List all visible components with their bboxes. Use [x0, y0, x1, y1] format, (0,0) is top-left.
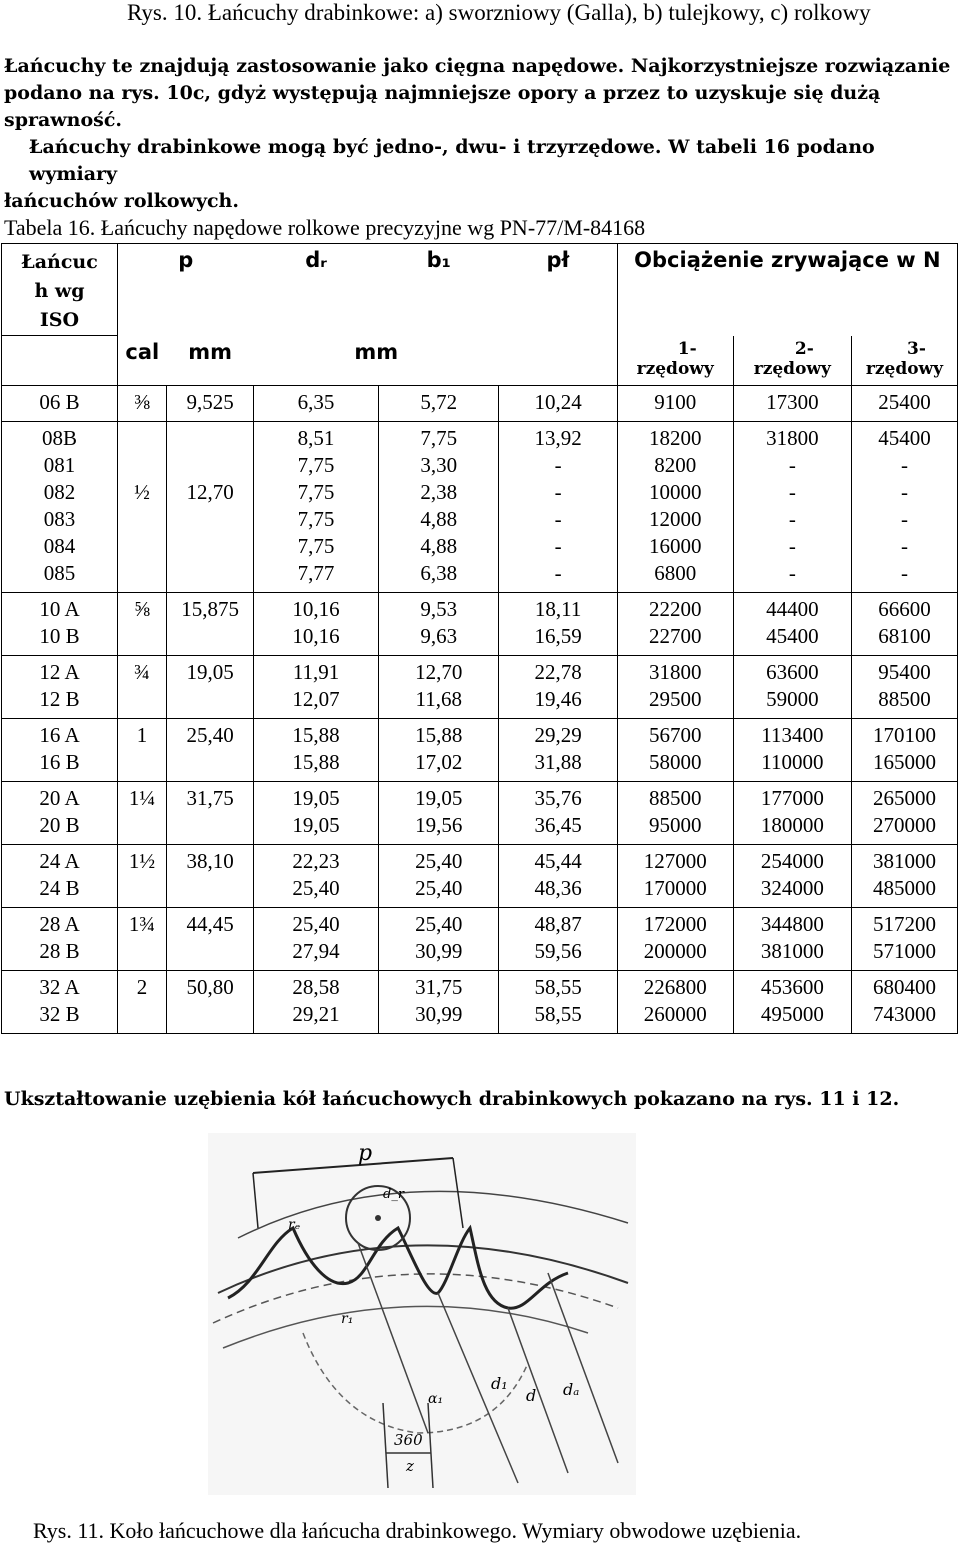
cell-line: 35,76 [534, 786, 582, 810]
label-d: d [526, 1386, 537, 1405]
cell-iso [2, 719, 118, 782]
cell-line: 9,525 [186, 390, 234, 414]
cell-line: 59,56 [534, 939, 582, 963]
cell-line: 381000 [760, 939, 824, 963]
cell-line: 165000 [872, 750, 936, 774]
cell-iso [2, 593, 118, 656]
cell-line: 8,51 [297, 426, 335, 450]
cell-iso [2, 845, 118, 908]
cell-line: 2 [136, 975, 148, 999]
cell-line: 58,55 [534, 975, 582, 999]
cell-line: 15,88 [415, 723, 463, 747]
cell-line: ⅝ [134, 597, 150, 621]
paragraph-line: łańcuchów rolkowych. [4, 190, 239, 212]
cell-line: 63600 [766, 660, 819, 684]
cell-line: 44400 [766, 597, 819, 621]
cell-line: 18200 [648, 426, 702, 450]
cell-line: 7,75 [297, 453, 335, 477]
cell-line: 7,77 [297, 561, 335, 585]
cell-line: 25,40 [186, 723, 234, 747]
cell-line: 12,70 [415, 660, 463, 684]
cell-line: 31,75 [186, 786, 234, 810]
header-breaking-load: Obciążenie zrywające w N [617, 244, 957, 336]
cell-line: 66600 [878, 597, 931, 621]
cell-line: 06 B [39, 390, 80, 414]
cell-line: 10,16 [292, 624, 340, 648]
label-d1: d₁ [491, 1374, 508, 1393]
cell-cal [118, 845, 167, 908]
cell-line: 28 B [39, 939, 80, 963]
cell-load-3 [851, 386, 957, 422]
cell-line: 16,59 [534, 624, 582, 648]
table-row [2, 971, 958, 1034]
cell-line: 081 [43, 453, 76, 477]
cell-line: 260000 [643, 1002, 707, 1026]
cell-line: 56700 [648, 723, 702, 747]
cell-line: 453600 [760, 975, 824, 999]
cell-line: 17,02 [415, 750, 463, 774]
cell-mm [167, 386, 254, 422]
cell-iso [2, 908, 118, 971]
cell-line: 15,875 [181, 597, 239, 621]
cell-line: 265000 [872, 786, 936, 810]
cell-dr [254, 422, 379, 593]
cell-line: 19,56 [415, 813, 463, 837]
header-1-row: 1- rzędowy [617, 336, 733, 386]
cell-pt [499, 845, 617, 908]
cell-line: - [554, 453, 562, 477]
cell-load-1 [617, 593, 733, 656]
cell-b1 [379, 386, 499, 422]
cell-line: 12 A [39, 660, 80, 684]
cell-load-1 [617, 971, 733, 1034]
table-row [2, 593, 958, 656]
cell-line: 29,21 [292, 1002, 340, 1026]
cell-line: 1¼ [128, 786, 156, 810]
paragraph-line: Łańcuchy drabinkowe mogą być jedno-, dwu- i trzyrzędowe. W tabeli 16 podano wymiary [29, 136, 875, 185]
cell-line: 30,99 [415, 939, 463, 963]
cell-line: 12000 [648, 507, 702, 531]
paragraph-line: sprawność. [4, 109, 123, 131]
cell-line: 180000 [760, 813, 824, 837]
cell-load-3 [851, 845, 957, 908]
cell-load-1 [617, 656, 733, 719]
cell-line: 08B [41, 426, 77, 450]
cell-line: 9,63 [420, 624, 458, 648]
cell-line: 32 B [39, 1002, 80, 1026]
cell-line: 344800 [760, 912, 824, 936]
cell-line: 10000 [648, 480, 702, 504]
cell-load-1 [617, 782, 733, 845]
cell-line: 31,75 [415, 975, 463, 999]
cell-line: - [554, 534, 562, 558]
cell-iso [2, 782, 118, 845]
label-da: dₐ [563, 1380, 580, 1399]
cell-line: 15,88 [292, 723, 340, 747]
cell-cal [118, 656, 167, 719]
cell-line: 13,92 [534, 426, 582, 450]
cell-line: 4,88 [420, 507, 458, 531]
cell-line: 12,70 [186, 480, 234, 504]
cell-line: 680400 [872, 975, 936, 999]
chain-dimensions-table [1, 243, 958, 1034]
cell-line: - [788, 480, 796, 504]
cell-pt [499, 386, 617, 422]
cell-load-3 [851, 782, 957, 845]
cell-line: ⅜ [134, 390, 150, 414]
cell-line: 88500 [878, 687, 931, 711]
cell-line: 27,94 [292, 939, 340, 963]
cell-line: 45400 [878, 426, 931, 450]
cell-line: 25,40 [415, 912, 463, 936]
cell-line: 95400 [878, 660, 931, 684]
cell-load-2 [733, 971, 851, 1034]
cell-line: 17300 [766, 390, 819, 414]
cell-line: 25,40 [292, 912, 340, 936]
cell-line: 29500 [648, 687, 702, 711]
header-pt: pł [499, 244, 617, 336]
cell-load-1 [617, 422, 733, 593]
cell-mm [167, 782, 254, 845]
cell-line: - [788, 561, 796, 585]
cell-mm [167, 719, 254, 782]
cell-line: 495000 [760, 1002, 824, 1026]
cell-load-3 [851, 908, 957, 971]
cell-line: - [900, 453, 908, 477]
cell-line: 36,45 [534, 813, 582, 837]
header-iso-blank [2, 336, 118, 386]
cell-line: 30,99 [415, 1002, 463, 1026]
cell-line: 324000 [760, 876, 824, 900]
cell-line: 9,53 [420, 597, 458, 621]
header-p: p [118, 244, 254, 336]
cell-line: 25,40 [415, 849, 463, 873]
cell-b1 [379, 782, 499, 845]
cell-cal [118, 719, 167, 782]
cell-line: 127000 [643, 849, 707, 873]
cell-line: 10,24 [534, 390, 582, 414]
figure-caption-top: Rys. 10. Łańcuchy drabinkowe: a) sworzniowy (Galla), b) tulejkowy, c) rolkowy [127, 0, 871, 25]
cell-line: 7,75 [297, 534, 335, 558]
cell-b1 [379, 719, 499, 782]
cell-b1 [379, 593, 499, 656]
cell-b1 [379, 845, 499, 908]
table-row [2, 719, 958, 782]
cell-line: 11,68 [415, 687, 462, 711]
cell-line: 1¾ [128, 912, 156, 936]
cell-mm [167, 845, 254, 908]
header-3-row: 3- rzędowy [851, 336, 957, 386]
cell-line: 12,07 [292, 687, 340, 711]
cell-cal [118, 782, 167, 845]
cell-line: 170100 [872, 723, 936, 747]
cell-line: 22,78 [534, 660, 582, 684]
cell-line: 082 [43, 480, 76, 504]
cell-dr [254, 386, 379, 422]
cell-line: 10 A [39, 597, 80, 621]
cell-line: 8200 [654, 453, 697, 477]
cell-pt [499, 719, 617, 782]
unit-mm: mm [167, 336, 254, 386]
cell-line: 45,44 [534, 849, 582, 873]
unit-mm: mm [254, 336, 499, 386]
cell-line: 084 [43, 534, 76, 558]
cell-line: 45400 [766, 624, 819, 648]
cell-line: 95000 [648, 813, 702, 837]
cell-line: 172000 [643, 912, 707, 936]
cell-dr [254, 908, 379, 971]
label-dr: d_r [383, 1187, 405, 1202]
table-row [2, 845, 958, 908]
table-body [2, 386, 958, 1034]
cell-b1 [379, 908, 499, 971]
table-row [2, 656, 958, 719]
cell-line: 6,38 [420, 561, 458, 585]
cell-line: ¾ [134, 660, 150, 684]
header-2-row: 2- rzędowy [733, 336, 851, 386]
cell-line: 113400 [761, 723, 824, 747]
cell-cal [118, 908, 167, 971]
cell-line: 18,11 [534, 597, 582, 621]
cell-load-1 [617, 386, 733, 422]
cell-line: 4,88 [420, 534, 458, 558]
paragraph-line: Łańcuchy te znajdują zastosowanie jako cięgna napędowe. Najkorzystniejsze rozwiązanie [4, 55, 951, 77]
cell-line: 7,75 [297, 507, 335, 531]
cell-line: 25,40 [292, 876, 340, 900]
label-p: p [358, 1141, 373, 1166]
cell-line: 3,30 [420, 453, 458, 477]
label-angle: 360 [394, 1431, 423, 1449]
cell-line: 6800 [654, 561, 697, 585]
cell-line: 1½ [128, 849, 156, 873]
cell-line: 2,38 [420, 480, 458, 504]
cell-dr [254, 656, 379, 719]
cell-line: 19,46 [534, 687, 582, 711]
cell-line: 59000 [766, 687, 819, 711]
table-caption: Tabela 16. Łańcuchy napędowe rolkowe precyzyjne wg PN-77/M-84168 [4, 215, 646, 240]
cell-pt [499, 971, 617, 1034]
table-row [2, 422, 958, 593]
cell-line: 085 [43, 561, 76, 585]
cell-pt [499, 656, 617, 719]
unit-blank [499, 336, 617, 386]
header-dr: dᵣ [254, 244, 379, 336]
paragraph-rows [4, 134, 954, 215]
cell-line: - [788, 534, 796, 558]
section-heading: Ukształtowanie uzębienia kół łańcuchowych drabinkowych pokazano na rys. 11 i 12. [4, 1088, 900, 1110]
cell-pt [499, 593, 617, 656]
cell-line: 16 B [39, 750, 80, 774]
cell-line: 22200 [648, 597, 702, 621]
cell-mm [167, 971, 254, 1034]
cell-line: 7,75 [420, 426, 458, 450]
paragraph-usage [4, 53, 954, 134]
cell-line: 485000 [872, 876, 936, 900]
cell-load-2 [733, 386, 851, 422]
cell-line: 31800 [648, 660, 702, 684]
cell-line: 16 A [39, 723, 80, 747]
cell-line: 10,16 [292, 597, 340, 621]
cell-line: 48,36 [534, 876, 582, 900]
table-row [2, 908, 958, 971]
cell-line: - [554, 561, 562, 585]
label-r1: r₁ [341, 1311, 354, 1327]
cell-load-3 [851, 593, 957, 656]
cell-line: 44,45 [186, 912, 234, 936]
cell-line: 48,87 [534, 912, 582, 936]
cell-line: 20 A [39, 786, 80, 810]
cell-line: 12 B [39, 687, 80, 711]
cell-b1 [379, 971, 499, 1034]
cell-line: ½ [134, 480, 150, 504]
cell-line: 19,05 [292, 813, 340, 837]
cell-pt [499, 782, 617, 845]
cell-line: 177000 [760, 786, 824, 810]
cell-line: 31800 [766, 426, 819, 450]
cell-load-3 [851, 719, 957, 782]
cell-line: 88500 [648, 786, 702, 810]
cell-line: - [900, 561, 908, 585]
cell-iso [2, 386, 118, 422]
cell-cal [118, 422, 167, 593]
figure-caption-bottom: Rys. 11. Koło łańcuchowe dla łańcucha drabinkowego. Wymiary obwodowe uzębienia. [33, 1518, 802, 1543]
sprocket-tooth-drawing [208, 1133, 636, 1495]
cell-load-3 [851, 656, 957, 719]
cell-dr [254, 845, 379, 908]
cell-dr [254, 719, 379, 782]
cell-line: 58,55 [534, 1002, 582, 1026]
cell-line: 11,91 [292, 660, 340, 684]
cell-line: 170000 [643, 876, 707, 900]
cell-dr [254, 971, 379, 1034]
cell-mm [167, 422, 254, 593]
cell-load-2 [733, 656, 851, 719]
cell-line: 743000 [872, 1002, 936, 1026]
label-z: z [406, 1457, 414, 1475]
cell-line: 10 B [39, 624, 80, 648]
cell-line: 19,05 [186, 660, 234, 684]
label-alpha1: α₁ [428, 1391, 444, 1407]
cell-line: 31,88 [534, 750, 582, 774]
cell-b1 [379, 422, 499, 593]
cell-load-3 [851, 971, 957, 1034]
cell-load-2 [733, 593, 851, 656]
cell-line: 58000 [648, 750, 702, 774]
cell-line: 110000 [761, 750, 824, 774]
cell-line: 29,29 [534, 723, 582, 747]
cell-b1 [379, 656, 499, 719]
cell-line: 254000 [760, 849, 824, 873]
cell-load-3 [851, 422, 957, 593]
cell-load-2 [733, 719, 851, 782]
cell-line: 22700 [648, 624, 702, 648]
cell-mm [167, 656, 254, 719]
cell-line: 16000 [648, 534, 702, 558]
cell-iso [2, 422, 118, 593]
cell-line: 32 A [39, 975, 80, 999]
header-b1: b₁ [379, 244, 499, 336]
cell-line: - [554, 480, 562, 504]
cell-mm [167, 593, 254, 656]
cell-dr [254, 593, 379, 656]
cell-line: 19,05 [292, 786, 340, 810]
cell-line: 9100 [654, 390, 697, 414]
cell-load-2 [733, 845, 851, 908]
cell-load-1 [617, 908, 733, 971]
cell-load-1 [617, 719, 733, 782]
cell-load-1 [617, 845, 733, 908]
cell-line: 22,23 [292, 849, 340, 873]
cell-cal [118, 593, 167, 656]
cell-line: - [900, 507, 908, 531]
cell-line: - [788, 507, 796, 531]
cell-load-2 [733, 908, 851, 971]
cell-line: 24 B [39, 876, 80, 900]
cell-cal [118, 386, 167, 422]
cell-line: - [900, 480, 908, 504]
cell-line: 7,75 [297, 480, 335, 504]
cell-line: 5,72 [420, 390, 458, 414]
cell-load-2 [733, 422, 851, 593]
cell-line: 50,80 [186, 975, 234, 999]
cell-pt [499, 422, 617, 593]
cell-iso [2, 656, 118, 719]
table-row [2, 386, 958, 422]
cell-line: 1 [136, 723, 148, 747]
cell-line: 25,40 [415, 876, 463, 900]
label-re: rₑ [288, 1217, 301, 1233]
cell-line: - [554, 507, 562, 531]
cell-line: 270000 [872, 813, 936, 837]
cell-dr [254, 782, 379, 845]
cell-line: - [900, 534, 908, 558]
cell-line: - [788, 453, 796, 477]
cell-load-2 [733, 782, 851, 845]
cell-line: 24 A [39, 849, 80, 873]
cell-line: 200000 [643, 939, 707, 963]
cell-mm [167, 908, 254, 971]
table-row [2, 782, 958, 845]
cell-pt [499, 908, 617, 971]
cell-line: 38,10 [186, 849, 234, 873]
cell-cal [118, 971, 167, 1034]
cell-line: 517200 [872, 912, 936, 936]
paragraph-line: podano na rys. 10c, gdyż występują najmniejsze opory a przez to uzyskuje się dużą [4, 82, 881, 104]
cell-line: 381000 [872, 849, 936, 873]
cell-line: 19,05 [415, 786, 463, 810]
cell-line: 25400 [878, 390, 931, 414]
cell-line: 28 A [39, 912, 80, 936]
cell-line: 083 [43, 507, 76, 531]
cell-line: 68100 [878, 624, 931, 648]
cell-line: 20 B [39, 813, 80, 837]
cell-line: 28,58 [292, 975, 340, 999]
cell-line: 571000 [872, 939, 936, 963]
cell-line: 6,35 [297, 390, 335, 414]
cell-iso [2, 971, 118, 1034]
cell-line: 226800 [643, 975, 707, 999]
unit-cal: cal [118, 336, 167, 386]
cell-line: 15,88 [292, 750, 340, 774]
header-iso: Łańcuc h wg ISO [2, 244, 118, 336]
